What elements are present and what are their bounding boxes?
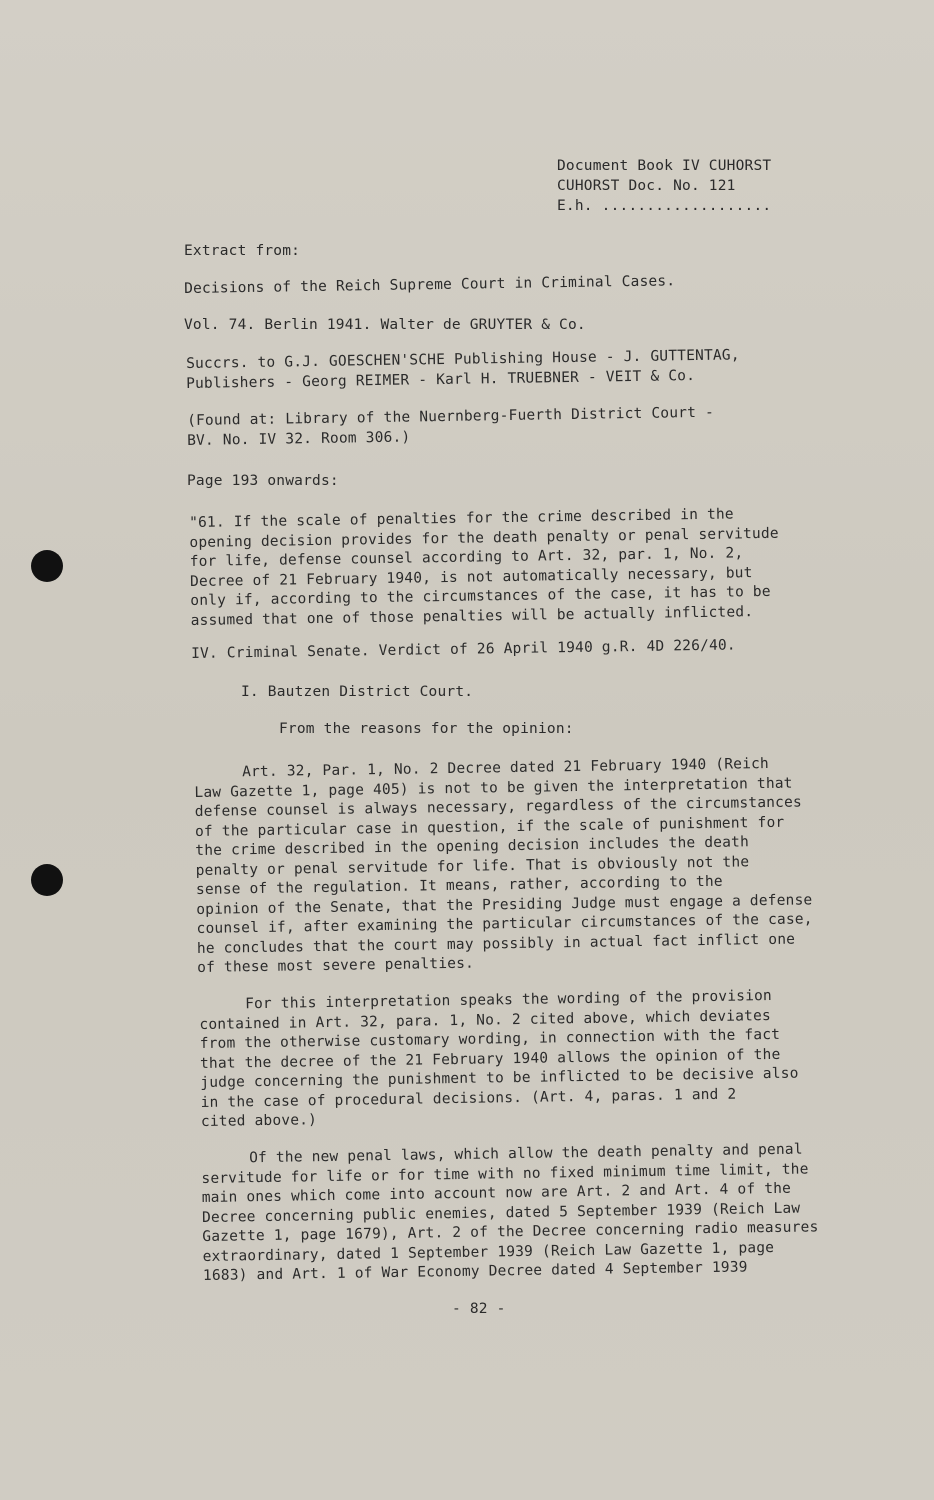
text-line: main ones which come into account now are Art. 2 and Art. 4 of the — [201, 1180, 792, 1206]
header-eh: E.h. ................... — [557, 198, 772, 214]
text-line: from the otherwise customary wording, in connection with the fact — [199, 1026, 781, 1052]
text-line: of these most severe penalties. — [197, 955, 475, 976]
header-doc-number: CUHORST Doc. No. 121 — [557, 178, 736, 194]
text-line: of the particular case in question, if the scale of punishment for — [194, 814, 785, 840]
text-line: For this interpretation speaks the wording of the provision — [245, 988, 773, 1013]
paragraph-1 — [194, 753, 897, 978]
text-line: contained in Art. 32, para. 1, No. 2 cited above, which deviates — [199, 1007, 772, 1033]
reasons-heading: From the reasons for the opinion: — [279, 721, 574, 737]
source-successors-line1: Succrs. to G.J. GOESCHEN'SCHE Publishing House - J. GUTTENTAG, — [186, 347, 740, 372]
text-line: sense of the regulation. It means, rather, according to the — [195, 873, 723, 898]
text-line: 1683) and Art. 1 of War Economy Decree dated 4 September 1939 — [202, 1259, 748, 1284]
text-line: opening decision provides for the death penalty or penal servitude — [189, 525, 779, 551]
text-line: Of the new penal laws, which allow the death penalty and penal — [249, 1141, 803, 1167]
source-volume: Vol. 74. Berlin 1941. Walter de GRUYTER & Co. — [184, 317, 586, 333]
text-line: counsel if, after examining the particular circumstances of the case, — [196, 911, 813, 937]
text-line: servitude for life or for time with no fixed minimum time limit, the — [201, 1160, 809, 1187]
text-line: "61. If the scale of penalties for the crime described in the — [189, 506, 734, 531]
court-line: I. Bautzen District Court. — [241, 684, 474, 700]
paragraph-3 — [201, 1139, 903, 1286]
punch-hole — [31, 550, 63, 582]
page-reference: Page 193 onwards: — [187, 473, 339, 489]
headnote-paragraph — [189, 505, 780, 631]
text-line: the crime described in the opening decision includes the death — [195, 834, 750, 859]
text-line: assumed that one of those penalties will be actually inflicted. — [190, 603, 754, 629]
header-document-book: Document Book IV CUHORST — [557, 158, 772, 174]
text-line: Law Gazette 1, page 405) is not to be given the interpretation that — [194, 775, 793, 801]
text-line: Gazette 1, page 1679), Art. 2 of the Decree concerning radio measures — [202, 1219, 819, 1245]
verdict-line: IV. Criminal Senate. Verdict of 26 April 1940 g.R. 4D 226/40. — [191, 637, 736, 662]
page-number: - 82 - — [452, 1301, 506, 1317]
text-line: penalty or penal servitude for life. That is obviously not the — [195, 853, 750, 879]
punch-hole — [31, 864, 63, 896]
source-found-line1: (Found at: Library of the Nuernberg-Fuerth District Court - — [187, 404, 715, 429]
text-line: cited above.) — [200, 1112, 318, 1130]
text-line: judge concerning the punishment to be inflicted to be decisive also — [200, 1065, 799, 1091]
text-line: extraordinary, dated 1 September 1939 (Reich Law Gazette 1, page — [202, 1239, 775, 1265]
paragraph-2 — [199, 985, 901, 1132]
source-title: Decisions of the Reich Supreme Court in Criminal Cases. — [184, 273, 676, 297]
text-line: Decree concerning public enemies, dated 5 September 1939 (Reich Law — [201, 1200, 801, 1226]
text-line: he concludes that the court may possibly in actual fact inflict one — [196, 931, 796, 957]
source-successors-line2: Publishers - Georg REIMER - Karl H. TRUEBNER - VEIT & Co. — [186, 368, 696, 392]
extract-from-label: Extract from: — [184, 243, 301, 259]
source-found-line2: BV. No. IV 32. Room 306.) — [187, 429, 411, 449]
text-line: Art. 32, Par. 1, No. 2 Decree dated 21 February 1940 (Reich — [242, 755, 770, 781]
text-line: only if, according to the circumstances of the case, it has to be — [190, 583, 771, 609]
text-line: opinion of the Senate, that the Presiding Judge must engage a defense — [196, 891, 813, 918]
text-line: for life, defense counsel according to Art. 32, par. 1, No. 2, — [189, 545, 744, 570]
text-line: defense counsel is always necessary, regardless of the circumstances — [194, 794, 803, 820]
text-line: that the decree of the 21 February 1940 allows the opinion of the — [199, 1046, 781, 1072]
text-line: in the case of procedural decisions. (Art. 4, paras. 1 and 2 — [200, 1086, 737, 1111]
text-line: Decree of 21 February 1940, is not automatically necessary, but — [189, 564, 753, 590]
